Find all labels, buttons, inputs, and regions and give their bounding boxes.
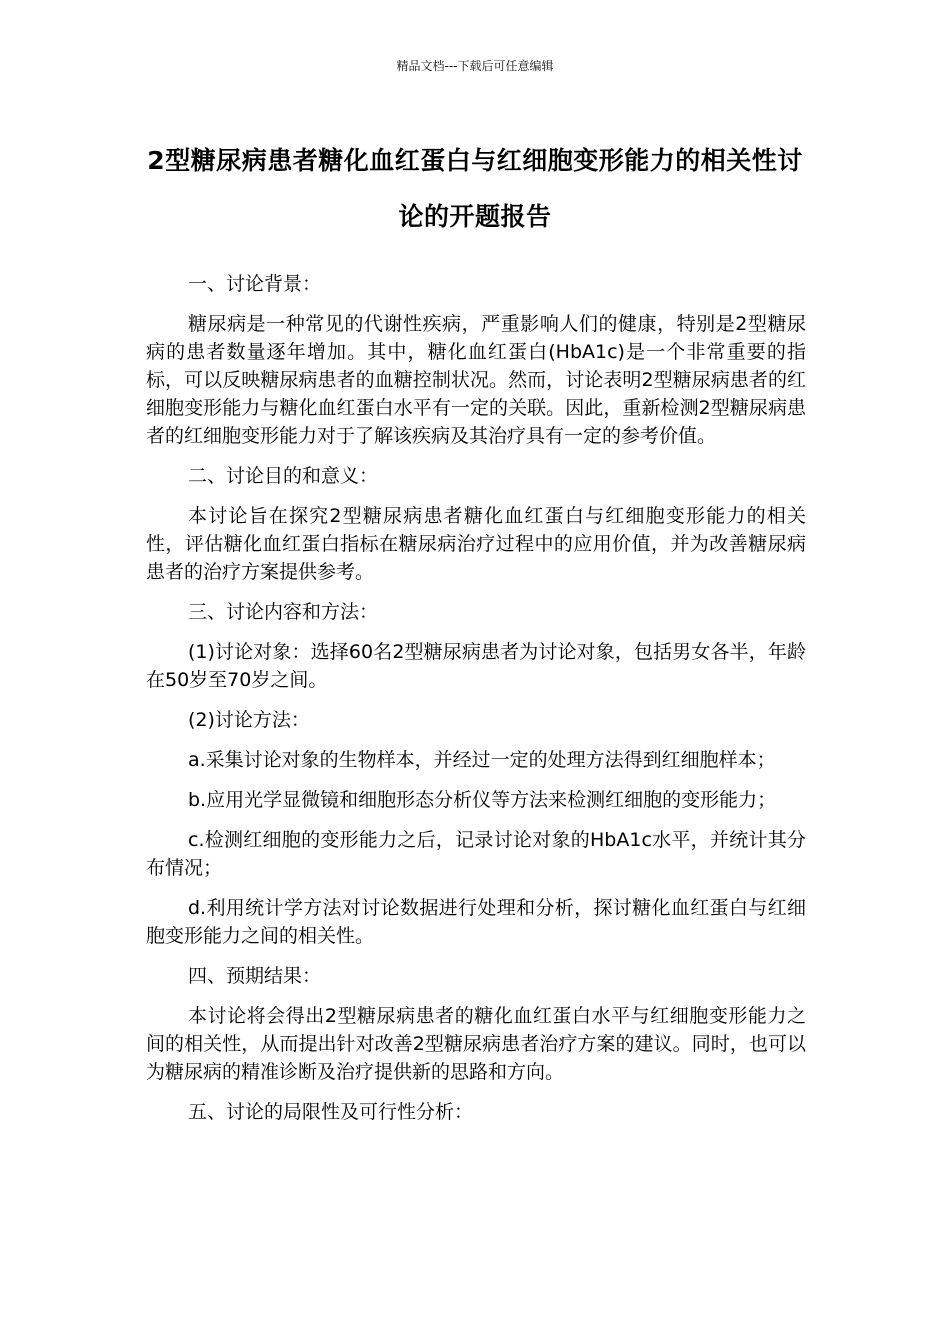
method-item-d: d.利用统计学方法对讨论数据进行处理和分析，探讨糖化血红蛋白与红细胞变形能力之间的相关性。 xyxy=(146,897,806,947)
method-item-b: b.应用光学显微镜和细胞形态分析仪等方法来检测红细胞的变形能力； xyxy=(188,789,777,811)
paragraph-expected-results: 本讨论将会得出2型糖尿病患者的糖化血红蛋白水平与红细胞变形能力之间的相关性，从而提出针对改善2型糖尿病患者治疗方案的建议。同时，也可以为糖尿病的精准诊断及治疗提供新的思路和方向。 xyxy=(146,1005,806,1083)
method-item-a: a.采集讨论对象的生物样本，并经过一定的处理方法得到红细胞样本； xyxy=(188,749,776,771)
method-item-c: c.检测红细胞的变形能力之后，记录讨论对象的HbA1c水平，并统计其分布情况； xyxy=(146,829,806,879)
paragraph-purpose: 本讨论旨在探究2型糖尿病患者糖化血红蛋白与红细胞变形能力的相关性，评估糖化血红蛋白指标在糖尿病治疗过程中的应用价值，并为改善糖尿病患者的治疗方案提供参考。 xyxy=(146,505,806,583)
section-heading-methods: 三、讨论内容和方法： xyxy=(188,601,379,623)
header-note: 精品文档---下载后可任意编辑 xyxy=(396,59,554,73)
paragraph-methods-heading: (2)讨论方法： xyxy=(188,709,310,731)
section-heading-limitations: 五、讨论的局限性及可行性分析： xyxy=(188,1101,474,1123)
paragraph-background: 糖尿病是一种常见的代谢性疾病，严重影响人们的健康，特别是2型糖尿病的患者数量逐年增加。其中，糖化血红蛋白(HbA1c)是一个非常重要的指标，可以反映糖尿病患者的血糖控制状况。然而，讨论表明2型糖尿病患者的红细胞变形能力与糖化血红蛋白水平有一定的关联。因此，重新检测2型糖尿病患者的红细胞变形能力对于了解该疾病及其治疗具有一定的参考价值。 xyxy=(146,313,806,447)
section-heading-expected-results: 四、预期结果： xyxy=(188,965,322,987)
section-heading-purpose: 二、讨论目的和意义： xyxy=(188,465,379,487)
section-heading-background: 一、讨论背景： xyxy=(188,273,322,295)
document-title: 2型糖尿病患者糖化血红蛋白与红细胞变形能力的相关性讨论的开题报告 xyxy=(147,146,803,231)
paragraph-subjects: (1)讨论对象：选择60名2型糖尿病患者为讨论对象，包括男女各半，年龄在50岁至70岁之间。 xyxy=(146,641,806,691)
document-body xyxy=(146,270,806,1138)
